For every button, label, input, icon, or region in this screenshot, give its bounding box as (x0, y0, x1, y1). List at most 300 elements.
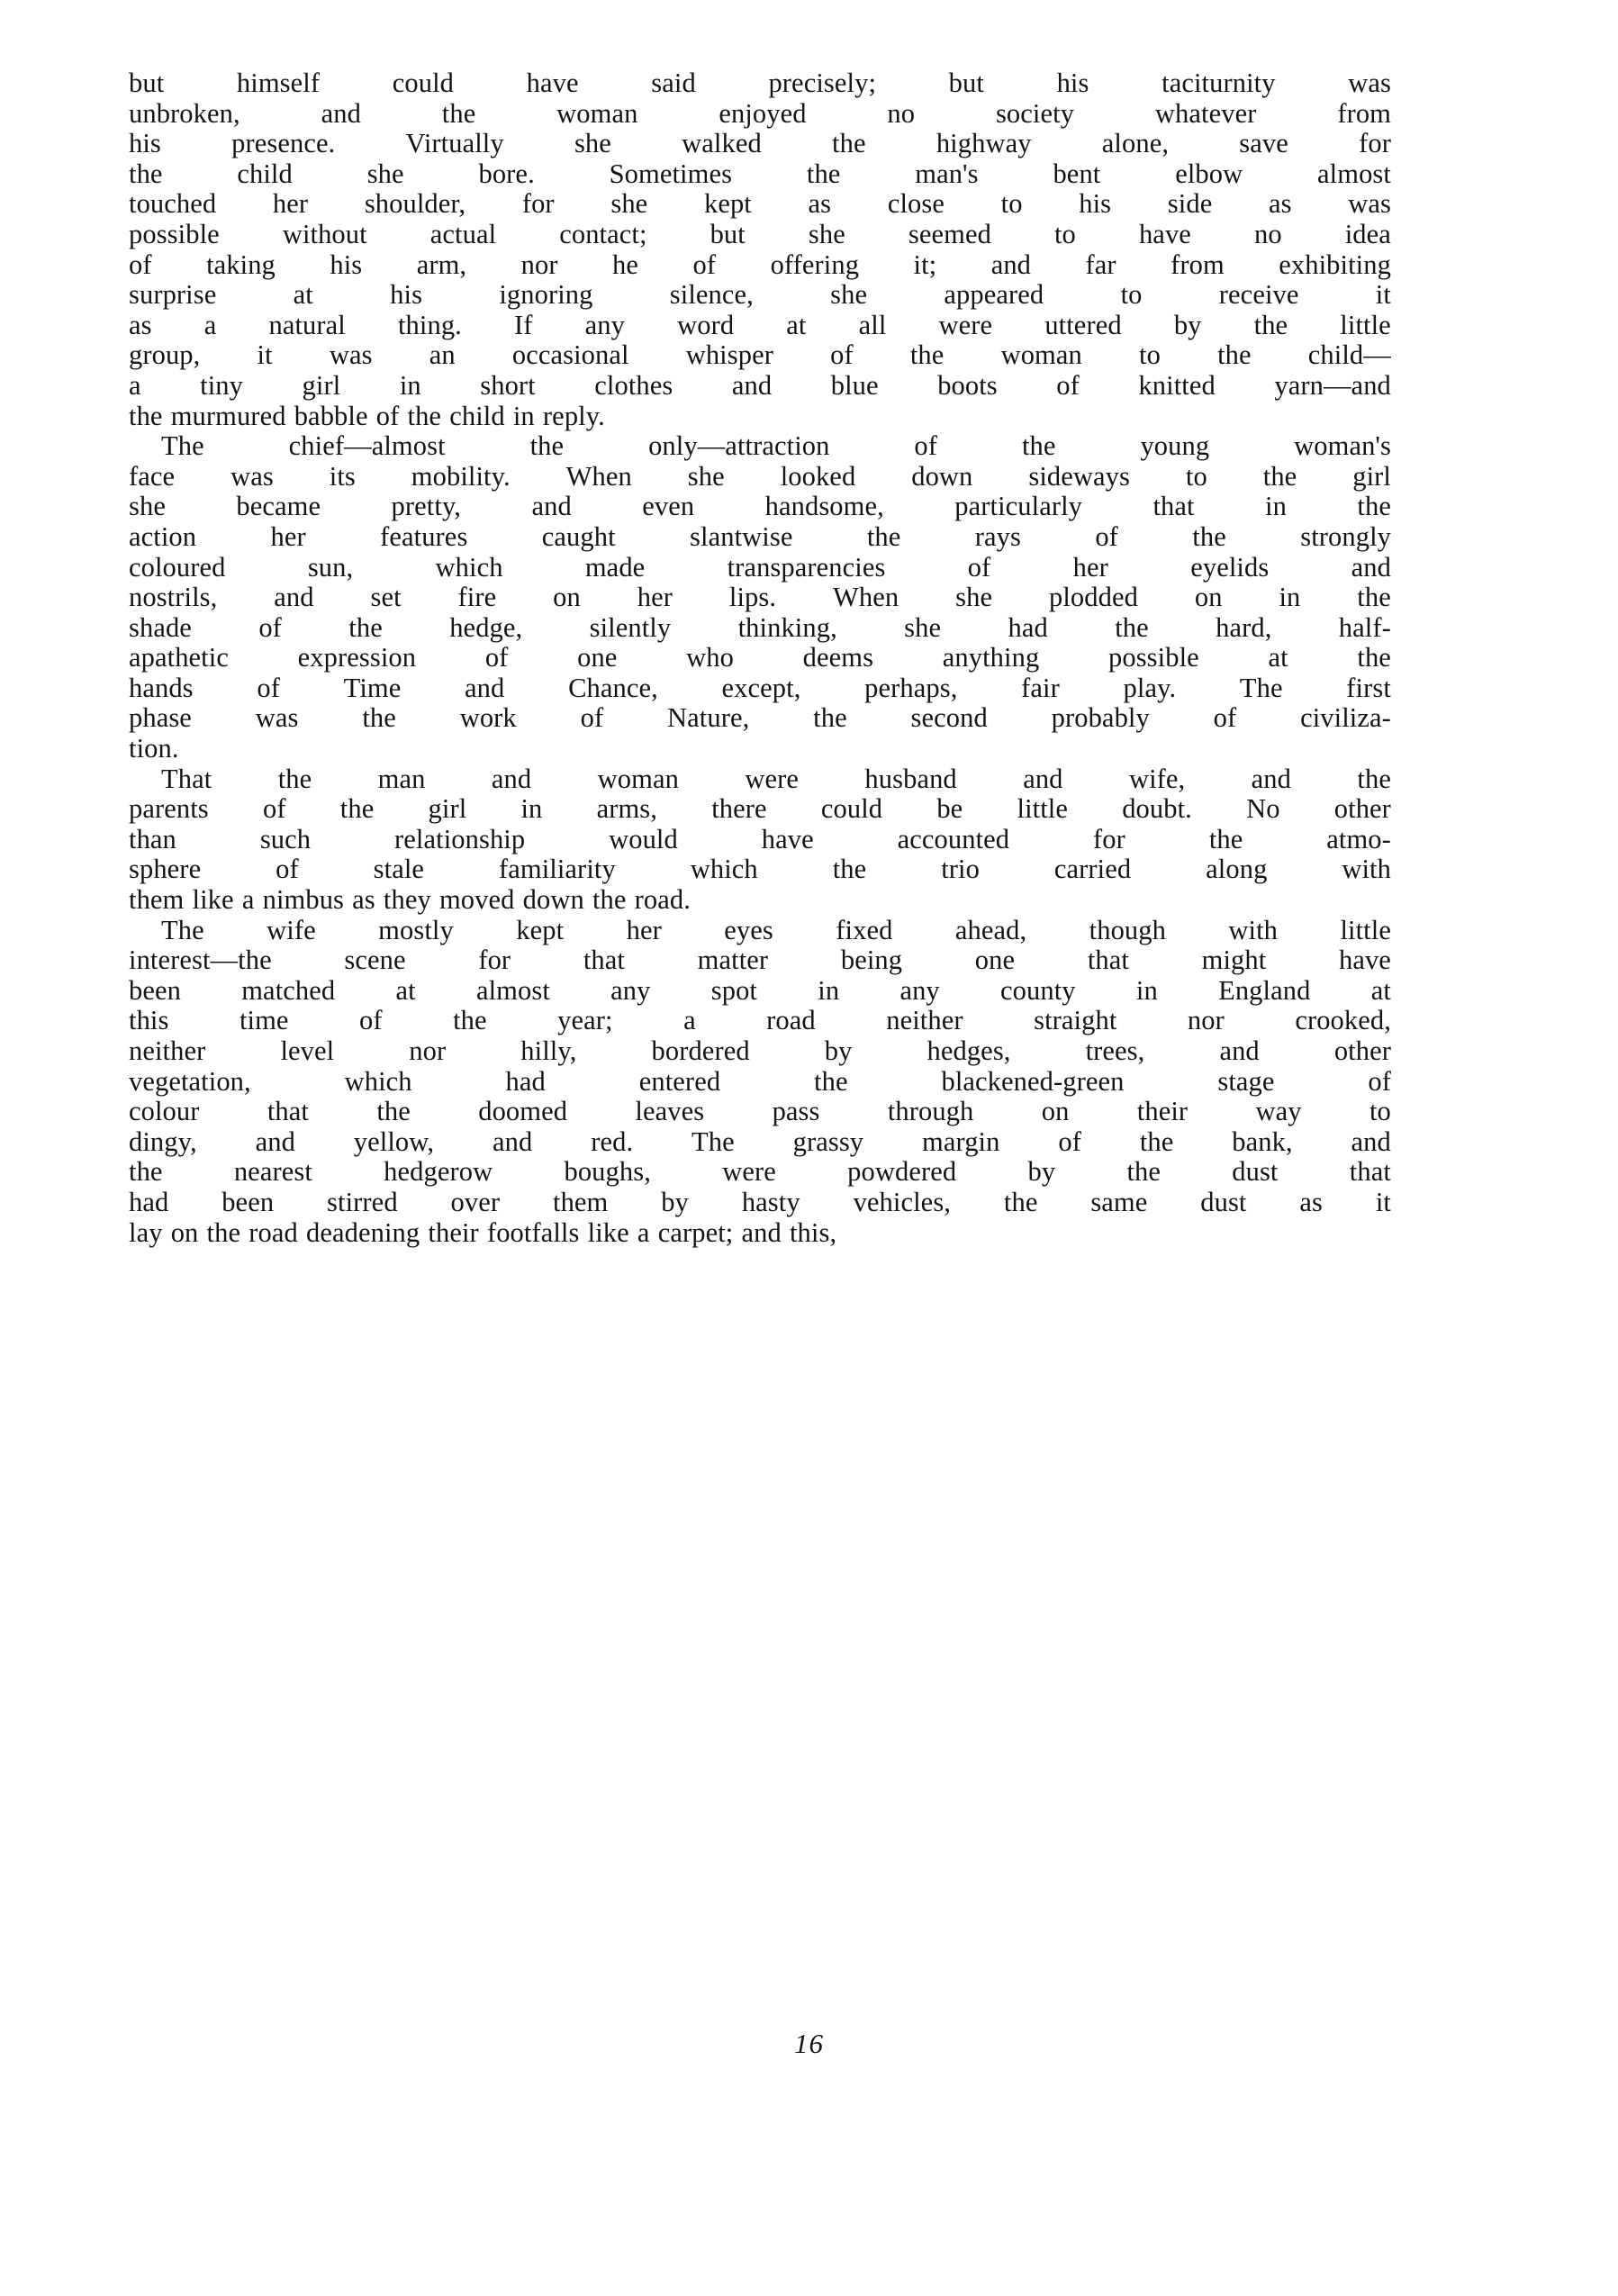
word: anything (942, 642, 1040, 673)
word: she (830, 279, 868, 311)
word: Sometimes (609, 158, 733, 189)
text-line (129, 68, 1391, 99)
text-line (129, 734, 1391, 764)
word: the (129, 400, 163, 431)
word: she (904, 611, 942, 643)
word: the (362, 702, 396, 734)
word: rays (974, 520, 1021, 552)
paragraph (129, 916, 1391, 1249)
word: was (255, 702, 299, 734)
word: her (272, 188, 309, 220)
word: expression (297, 642, 417, 673)
word: shade (129, 611, 192, 643)
word: far (1085, 249, 1116, 280)
word: the (1357, 582, 1391, 613)
word: himself (236, 68, 321, 98)
word: it (257, 339, 273, 371)
word: of (830, 339, 854, 371)
word: child— (1307, 339, 1391, 371)
word: shoulder, (364, 188, 466, 220)
word: stale (373, 854, 425, 885)
word: When (565, 460, 632, 492)
word: of (580, 702, 604, 734)
word: a (241, 884, 255, 916)
word: group, (129, 339, 201, 371)
text-line (129, 462, 1391, 493)
word: hedge, (449, 611, 523, 643)
word: as (1268, 188, 1292, 220)
paragraph (129, 68, 1391, 431)
word: even (642, 491, 695, 522)
word: straight (1034, 1005, 1117, 1036)
text-line (129, 1036, 1391, 1067)
word: time (239, 1005, 289, 1036)
word: chief—almost (288, 430, 446, 462)
word: crooked, (1295, 1005, 1391, 1036)
word: year; (557, 1005, 613, 1036)
word: deems (802, 642, 874, 673)
word: in (520, 793, 543, 825)
text-line (129, 945, 1391, 976)
word: slantwise (690, 520, 793, 552)
word: along (1206, 854, 1268, 885)
word: and (1023, 763, 1063, 794)
text-line (129, 885, 1391, 916)
text-line (129, 583, 1391, 613)
word: but (948, 68, 984, 98)
word: probably (1051, 702, 1150, 734)
word: in (818, 974, 840, 1006)
word: woman (556, 97, 638, 129)
word: the (1262, 460, 1297, 492)
word: interest—the (129, 945, 272, 976)
word: and (491, 763, 532, 794)
word: mostly (378, 914, 454, 945)
word: though (1089, 914, 1166, 945)
word: man's (915, 158, 979, 189)
word: that (1152, 491, 1195, 522)
word: the (1357, 763, 1391, 794)
word: alone, (1101, 128, 1170, 159)
word: his (330, 249, 363, 280)
text-line (129, 1188, 1391, 1218)
text-line (129, 703, 1391, 734)
word: she (610, 188, 648, 220)
word: wife (267, 914, 316, 945)
word: the (1357, 642, 1391, 673)
word: his (390, 279, 423, 311)
word: that (583, 945, 625, 976)
word: civiliza- (1300, 702, 1391, 734)
word: an (429, 339, 456, 371)
word: of (257, 672, 280, 703)
word: to (1053, 218, 1076, 249)
word: road. (634, 884, 691, 916)
page-number: 16 (794, 2028, 824, 2059)
word: face (129, 460, 176, 492)
word: at (786, 309, 807, 340)
word: his (129, 128, 161, 159)
word: the (1253, 309, 1288, 340)
word: carried (1053, 854, 1132, 885)
word: and (465, 672, 505, 703)
word: entered (638, 1065, 721, 1097)
word: trees, (1085, 1035, 1145, 1066)
word: the (1115, 611, 1149, 643)
word: ignoring (499, 279, 593, 311)
word: pretty, (391, 491, 462, 522)
word: features (380, 520, 468, 552)
word: other (1333, 1035, 1391, 1066)
word: England (1218, 974, 1311, 1006)
word: on (1041, 1096, 1070, 1127)
word: in (1135, 974, 1158, 1006)
word: was (329, 339, 373, 371)
text-line (129, 976, 1391, 1007)
word: surprise (129, 279, 217, 311)
word: nostrils, (129, 582, 218, 613)
page-text-block (129, 68, 1391, 1248)
word: one (577, 642, 618, 673)
word: lips. (728, 582, 777, 613)
text-line (129, 159, 1391, 190)
word: leaves (635, 1096, 705, 1127)
word: close (887, 188, 945, 220)
word: by (1173, 309, 1202, 340)
word: without (282, 218, 367, 249)
word: and (321, 97, 361, 129)
word: and (1351, 551, 1391, 583)
word: for (521, 188, 555, 220)
word: touched (129, 188, 217, 220)
word: fire (457, 582, 497, 613)
word: been (221, 1186, 275, 1217)
word: like (192, 884, 234, 916)
word: would (609, 823, 678, 854)
word: exhibiting (1279, 249, 1391, 280)
word: but (710, 218, 746, 249)
word: woman's (1294, 430, 1391, 462)
word: which (435, 551, 503, 583)
word: of (484, 642, 509, 673)
word: them (553, 1186, 609, 1217)
text-line (129, 220, 1391, 250)
word: her (637, 582, 673, 613)
word: set (370, 582, 402, 613)
word: a (203, 309, 217, 340)
word: such (259, 823, 312, 854)
word: husband (864, 763, 957, 794)
word: and (741, 1216, 782, 1248)
word: was (1348, 68, 1391, 98)
word: made (584, 551, 646, 583)
word: any (584, 309, 625, 340)
word: were (722, 1156, 776, 1188)
word: boots (937, 369, 998, 401)
word: no (1253, 218, 1282, 249)
word: the (1139, 1125, 1174, 1157)
word: who (686, 642, 734, 673)
word: by (1027, 1156, 1056, 1188)
word: deadening (306, 1216, 420, 1248)
word: doomed (478, 1096, 568, 1127)
word: taciturnity (1162, 68, 1276, 98)
word: whatever (1154, 97, 1257, 129)
word: the (592, 884, 627, 916)
word: fair (1021, 672, 1060, 703)
word: he (612, 249, 639, 280)
word: the (1217, 339, 1252, 371)
word: them (129, 884, 185, 916)
word: there (711, 793, 767, 825)
text-line (129, 189, 1391, 220)
word: coloured (129, 551, 226, 583)
word: second (910, 702, 988, 734)
word: wife, (1128, 763, 1186, 794)
word: babble (294, 400, 368, 431)
word: which (690, 854, 758, 885)
word: of (359, 1005, 383, 1036)
word: girl (1352, 460, 1391, 492)
text-line (129, 825, 1391, 855)
word: colour (129, 1096, 200, 1127)
word: boughs, (564, 1156, 651, 1188)
text-line (129, 340, 1391, 371)
word: strongly (1300, 520, 1391, 552)
word: apathetic (129, 642, 229, 673)
word: hasty (741, 1186, 800, 1217)
text-line (129, 402, 1391, 432)
word: the (1021, 430, 1056, 462)
word: caught (541, 520, 616, 552)
word: to (1120, 279, 1143, 311)
word: the (1357, 491, 1391, 522)
word: of (258, 611, 282, 643)
word: grassy (792, 1125, 864, 1157)
word: hilly, (520, 1035, 577, 1066)
word: familiarity (498, 854, 616, 885)
word: appeared (944, 279, 1044, 311)
word: eyelids (1190, 551, 1270, 583)
word: had (129, 1186, 169, 1217)
word: accounted (897, 823, 1010, 854)
word: were (938, 309, 993, 340)
word: from (1337, 97, 1391, 129)
word: matched (241, 974, 336, 1006)
word: walked (682, 128, 762, 159)
word: of (914, 430, 938, 462)
text-line (129, 250, 1391, 281)
word: Time (343, 672, 402, 703)
word: bent (1053, 158, 1101, 189)
word: by (661, 1186, 689, 1217)
word: of (967, 551, 991, 583)
word: short (480, 369, 536, 401)
word: blue (830, 369, 879, 401)
word: the (129, 1156, 163, 1188)
word: their (1136, 1096, 1189, 1127)
word: Virtually (405, 128, 504, 159)
word: she (808, 218, 845, 249)
word: the (806, 158, 841, 189)
word: have (1138, 218, 1191, 249)
word: possible (1108, 642, 1199, 673)
text-line (129, 613, 1391, 644)
word: she (129, 491, 166, 522)
word: and (1251, 763, 1292, 794)
word: powdered (847, 1156, 957, 1188)
word: that (267, 1096, 309, 1127)
word: the (909, 339, 945, 371)
word: scene (344, 945, 406, 976)
word: particularly (954, 491, 1083, 522)
word: first (1346, 672, 1391, 703)
word: The (161, 430, 204, 462)
word: said (651, 68, 696, 98)
word: with (1228, 914, 1279, 945)
word: as (352, 884, 375, 916)
word: The (691, 1125, 735, 1157)
word: neither (886, 1005, 963, 1036)
word: be (936, 793, 963, 825)
word: at (293, 279, 313, 311)
word: occasional (511, 339, 629, 371)
word: of (1056, 369, 1080, 401)
word: county (1000, 974, 1076, 1006)
word: man (377, 763, 426, 794)
word: blackened-green (941, 1065, 1125, 1097)
word: as (808, 188, 832, 220)
word: dingy, (129, 1125, 197, 1157)
word: half- (1338, 611, 1391, 643)
word: natural (268, 309, 346, 340)
word: except, (721, 672, 801, 703)
word: nor (520, 249, 558, 280)
text-line (129, 311, 1391, 341)
word: hedgerow (384, 1156, 493, 1188)
word: their (428, 1216, 479, 1248)
word: road (766, 1005, 816, 1036)
text-line (129, 522, 1391, 553)
word: thinking, (737, 611, 837, 643)
word: the (348, 611, 383, 643)
word: level (280, 1035, 335, 1066)
word: the (407, 400, 442, 431)
word: tion. (129, 733, 179, 764)
word: for (1359, 128, 1391, 159)
word: the (832, 128, 866, 159)
word: unbroken, (129, 97, 240, 129)
word: nor (409, 1035, 447, 1066)
word: tiny (200, 369, 244, 401)
word: offering (770, 249, 860, 280)
text-line (129, 916, 1391, 946)
word: yarn—and (1274, 369, 1391, 401)
word: dust (1200, 1186, 1247, 1217)
text-line (129, 553, 1391, 583)
word: phase (129, 702, 192, 734)
word: The (161, 914, 204, 945)
word: any (899, 974, 940, 1006)
word: being (840, 945, 903, 976)
word: on (553, 582, 581, 613)
word: work (459, 702, 517, 734)
word: action (129, 520, 197, 552)
word: the (832, 854, 867, 885)
word: margin (922, 1125, 1000, 1157)
word: mobility. (411, 460, 511, 492)
text-line (129, 854, 1391, 885)
word: Chance, (568, 672, 658, 703)
word: arm, (416, 249, 467, 280)
word: neither (129, 1035, 206, 1066)
text-line (129, 794, 1391, 825)
word: save (1239, 128, 1288, 159)
word: If (514, 309, 533, 340)
word: society (995, 97, 1075, 129)
word: little (1340, 309, 1391, 340)
word: and (1351, 1125, 1391, 1157)
word: pass (772, 1096, 820, 1127)
text-line (129, 371, 1391, 402)
word: on (170, 1216, 199, 1248)
word: the (376, 1096, 411, 1127)
text-line (129, 1006, 1391, 1036)
word: girl (428, 793, 467, 825)
paragraph (129, 431, 1391, 764)
word: looked (780, 460, 856, 492)
word: thing. (397, 309, 462, 340)
word: in (1265, 491, 1287, 522)
word: woman (1000, 339, 1082, 371)
word: girl (302, 369, 341, 401)
word: road (249, 1216, 298, 1248)
word: this (129, 1005, 169, 1036)
word: the (206, 1216, 241, 1248)
word: on (1194, 582, 1223, 613)
word: it (1375, 1186, 1391, 1217)
text-line (129, 673, 1391, 704)
text-line (129, 1067, 1391, 1098)
word: the (1003, 1186, 1038, 1217)
word: whisper (685, 339, 773, 371)
word: to (1139, 339, 1161, 371)
word: of (375, 400, 400, 431)
word: his (1056, 68, 1089, 98)
word: her (626, 914, 662, 945)
word: any (610, 974, 651, 1006)
word: contact; (559, 218, 647, 249)
word: at (395, 974, 416, 1006)
word: of (1058, 1125, 1081, 1157)
word: nor (1187, 1005, 1225, 1036)
word: they (383, 884, 431, 916)
word: perhaps, (864, 672, 958, 703)
word: lay (129, 1216, 163, 1248)
word: could (392, 68, 455, 98)
word: to (1000, 188, 1023, 220)
word: and (493, 1125, 533, 1157)
word: the (866, 520, 901, 552)
word: side (1167, 188, 1213, 220)
word: the (277, 763, 312, 794)
word: doubt. (1122, 793, 1192, 825)
word: of (262, 793, 286, 825)
word: parents (129, 793, 209, 825)
word: little (1017, 793, 1069, 825)
word: sphere (129, 854, 202, 885)
word: woman (597, 763, 679, 794)
